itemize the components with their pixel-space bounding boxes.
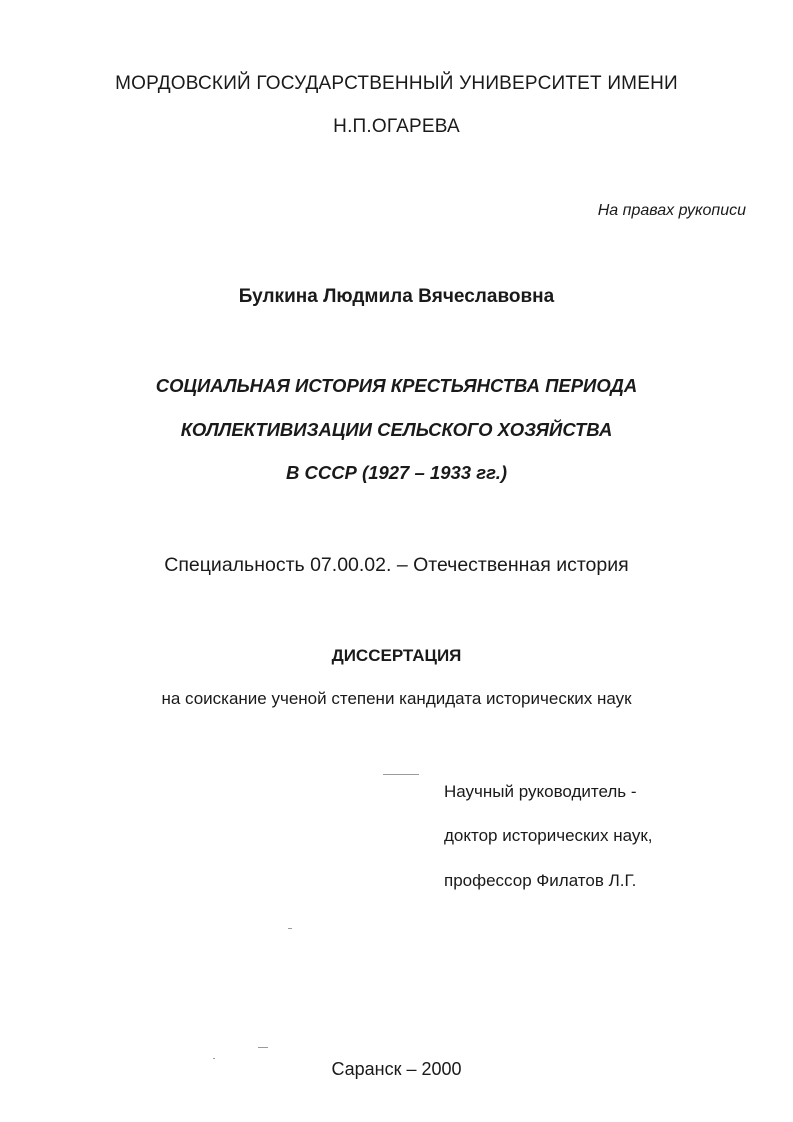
dissertation-title-line3: В СССР (1927 – 1933 гг.): [285, 462, 508, 483]
manuscript-rights-note: На правах рукописи: [597, 202, 746, 219]
document-type: ДИССЕРТАЦИЯ: [331, 646, 462, 665]
supervisor-role: Научный руководитель -: [444, 782, 637, 801]
scan-speck: [213, 1058, 215, 1059]
scan-speck: [383, 774, 419, 775]
author-name: Булкина Людмила Вячеславовна: [238, 286, 555, 307]
university-name-line1: МОРДОВСКИЙ ГОСУДАРСТВЕННЫЙ УНИВЕРСИТЕТ ИМЕНИ: [115, 73, 678, 94]
scan-speck: [288, 928, 292, 929]
supervisor-name: профессор Филатов Л.Г.: [444, 871, 637, 890]
dissertation-title-line1: СОЦИАЛЬНАЯ ИСТОРИЯ КРЕСТЬЯНСТВА ПЕРИОДА: [155, 375, 638, 396]
supervisor-degree: доктор исторических наук,: [444, 826, 653, 845]
dissertation-title-line2: КОЛЛЕКТИВИЗАЦИИ СЕЛЬСКОГО ХОЗЯЙСТВА: [180, 419, 613, 440]
university-name-line2: Н.П.ОГАРЕВА: [333, 116, 460, 137]
degree-line: на соискание ученой степени кандидата исторических наук: [161, 689, 632, 708]
place-and-year: Саранск – 2000: [331, 1059, 462, 1079]
scan-speck: [258, 1047, 268, 1048]
specialty-line: Специальность 07.00.02. – Отечественная история: [164, 554, 629, 576]
